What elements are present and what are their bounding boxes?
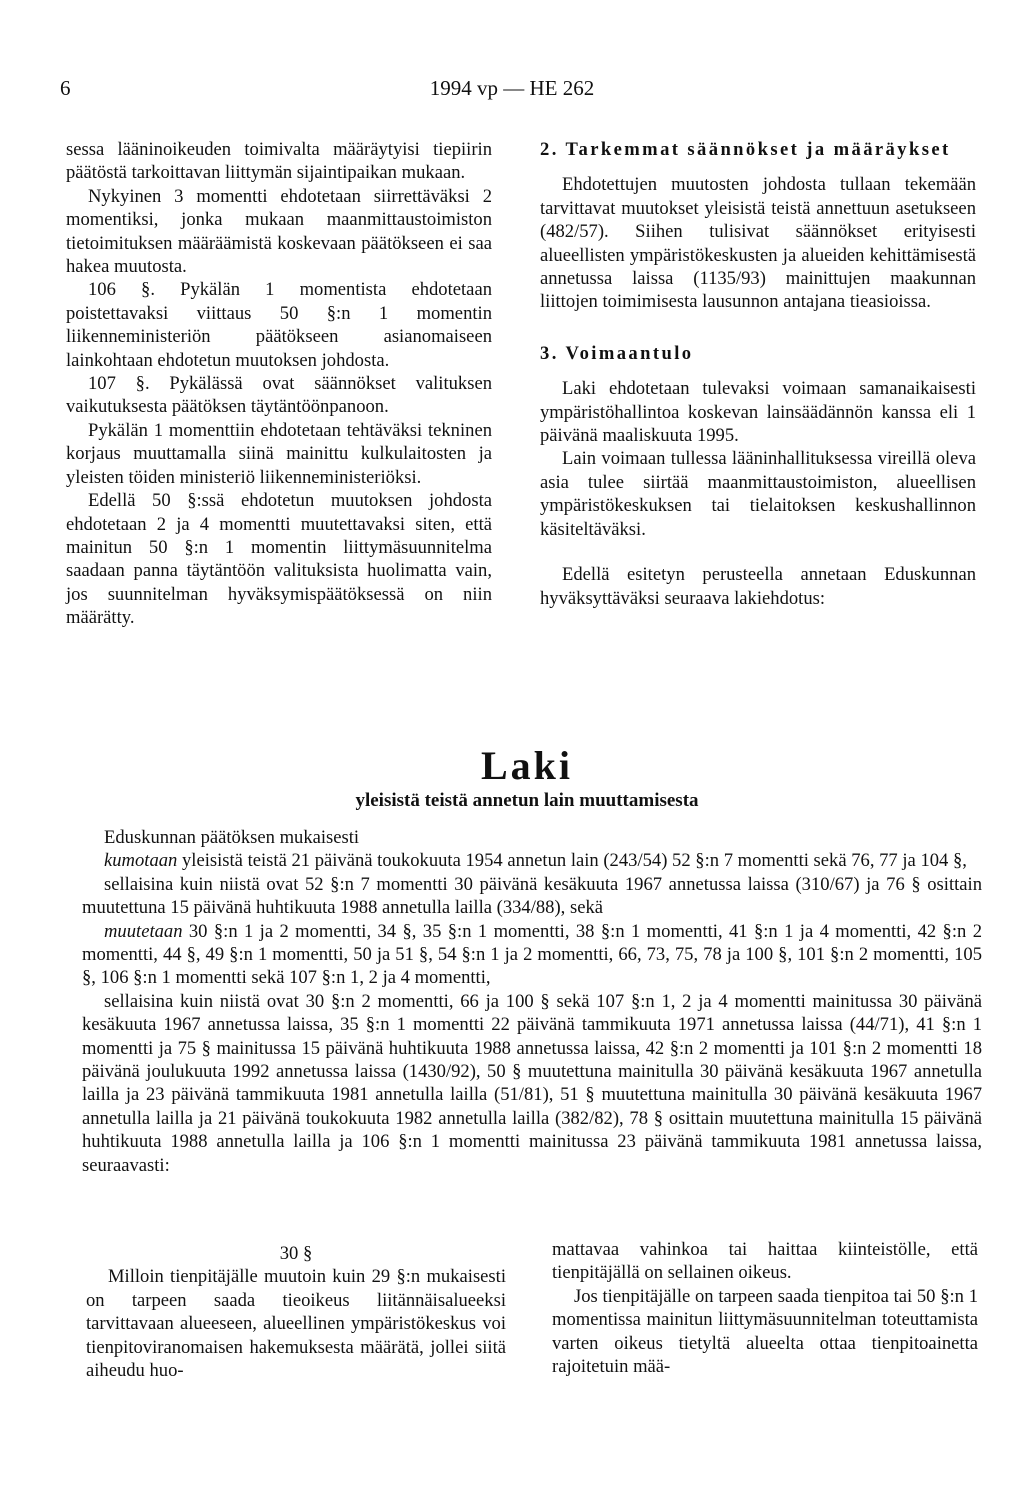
paragraph: Edellä 50 §:ssä ehdotetun muutoksen johdosta ehdotetaan 2 ja 4 momentti muutettavaksi siten, että mainitun 50 §:n 1 momentin liittymäsuunnitelma saadaan panna täytäntöön valituksista huolimatta vain, jos suunnitelman hyväksymispäätöksessä on niin määrätty. [66, 490, 492, 629]
section-heading: 3. Voimaantulo [540, 342, 694, 364]
paragraph: 106 §. Pykälän 1 momentista ehdotetaan poistettavaksi viittaus 50 §:n 1 momentin liikenneministeriön päätökseen asianomaiseen lainkohtaan ehdotetun muutoksen johdosta. [66, 279, 492, 371]
paragraph: sellaisina kuin niistä ovat 30 §:n 2 momentti, 66 ja 100 § sekä 107 §:n 1, 2 ja 4 momentti mainitussa 30 päivänä kesäkuuta 1967 annetussa laissa, 35 §:n 1 momentti 22 päivänä tammikuuta 1971 annetussa laissa (44/71), 41 §:n 1 momentti ja 75 § mainitussa 15 päivänä huhtikuuta 1988 annetussa laissa, 42 §:n 2 momentti ja 101 §:n 2 momentti 18 päivänä joulukuuta 1992 annetussa laissa (1430/92), 50 § muutettuna mainitulla 30 päivänä kesäkuuta 1967 annetulla lailla ja 23 päivänä tammikuuta 1981 annetulla lailla (51/81), 51 § muutettuna mainitulla 30 päivänä kesäkuuta 1967 annetulla lailla ja 21 päivänä toukokuuta 1982 annetulla lailla (382/82), 78 § osittain muutettuna mainitulla 15 päivänä huhtikuuta 1988 annetulla lailla ja 106 §:n 1 momentti mainitussa 23 päivänä tammikuuta 1981 annetussa laissa, seuraavasti: [82, 990, 982, 1176]
law-title: Laki [480, 743, 574, 788]
section-heading: 30 § [279, 1243, 313, 1264]
paragraph: Jos tienpitäjälle on tarpeen saada tienpitoa tai 50 §:n 1 momentissa mainitun liittymäsuunnitelman toteuttamista varten oikeus tietyltä alueelta ottaa tienpitoainetta rajoitetuin mää- [552, 1285, 978, 1378]
paragraph: Lain voimaan tullessa lääninhallituksessa vireillä oleva asia tulee siirtää maanmittaustoimiston, alueellisen ympäristökeskuksen tai tielaitoksen keskushallinnon käsiteltäväksi. [540, 448, 976, 540]
amend-clause: muutetaan 30 §:n 1 ja 2 momentti, 34 §, 35 §:n 1 momentti, 38 §:n 1 momentti, 41 §:n 1 ja 4 momentti, 42 §:n 2 momentti, 44 §, 49 §:n 1 momentti, 50 ja 51 §, 54 §:n 1 ja 2 momentti, 66, 73, 75, 78 ja 100 §, 101 §:n 2 momentti, 105 §, 106 §:n 1 momentti sekä 107 §:n 1, 2 ja 4 momentti, [82, 920, 982, 989]
left-column [66, 138, 492, 630]
paragraph: 107 §. Pykälässä ovat säännökset valituksen vaikutuksesta päätöksen täytäntöönpanoon. [66, 373, 492, 418]
page-number: 6 [60, 76, 71, 100]
repeal-keyword: kumotaan [104, 850, 178, 872]
paragraph: Milloin tienpitäjälle muutoin kuin 29 §:n mukaisesti on tarpeen saada tieoikeus liitännäisalueeksi tarvittavaan alueeseen, alueellinen ympäristökeskus voi tienpitoviranomaisen hakemuksesta määrätä, jollei siitä aiheudu huo- [86, 1266, 506, 1382]
right-column [540, 138, 976, 610]
document-reference: 1994 vp — HE 262 [429, 76, 595, 100]
enactment-clause: Eduskunnan päätöksen mukaisesti [104, 827, 360, 848]
paragraph: Edellä esitetyn perusteella annetaan Eduskunnan hyväksyttäväksi seuraava lakiehdotus: [540, 564, 976, 609]
law-subtitle: yleisistä teistä annetun lain muuttamisesta [355, 790, 699, 811]
paragraph: sessa lääninoikeuden toimivalta määräytyisi tiepiirin päätöstä tarkoittavan liittymän sijaintipaikan mukaan. [66, 139, 492, 184]
section-heading: 2. Tarkemmat säännökset ja määräykset [540, 139, 951, 160]
paragraph: Pykälän 1 momenttiin ehdotetaan tehtäväksi tekninen korjaus muuttamalla siinä mainittu kulkulaitosten ja yleisten töiden ministeriö liikenneministeriöksi. [66, 419, 492, 488]
section-30-left [86, 1242, 506, 1382]
amend-keyword: muutetaan [104, 920, 183, 942]
paragraph: mattavaa vahinkoa tai haittaa kiinteistölle, että tienpitäjällä on sellainen oikeus. [552, 1239, 978, 1284]
paragraph: sellaisina kuin niistä ovat 52 §:n 7 momentti 30 päivänä kesäkuuta 1967 annetussa laissa (310/67) ja 76 § osittain muutettuna 15 päivänä huhtikuuta 1988 annetulla lailla (334/88), sekä [82, 873, 982, 919]
paragraph: Laki ehdotetaan tulevaksi voimaan samanaikaisesti ympäristöhallintoa koskevan lainsäädännön kanssa eli 1 päivänä maaliskuuta 1995. [540, 378, 976, 447]
paragraph: Ehdotettujen muutosten johdosta tullaan tekemään tarvittavat muutokset yleisistä teistä annettuun asetukseen (482/57). Siihen tulisivat säännökset erityisesti alueellisten ympäristökeskusten ja alueiden kehittämisestä annetussa laissa (1135/93) mainittujen maakunnan liittojen toimimisesta lausunnon antajana tieasioissa. [540, 174, 976, 313]
repeal-clause: kumotaan yleisistä teistä 21 päivänä toukokuuta 1954 annetun lain (243/54) 52 §:n 7 momentti sekä 76, 77 ja 104 §, [104, 850, 967, 872]
law-body [82, 826, 982, 1177]
section-30-right [552, 1238, 978, 1378]
paragraph: Nykyinen 3 momentti ehdotetaan siirrettäväksi 2 momentiksi, jonka mukaan maanmittaustoimiston tietoimituksen määräämistä koskevaan päätökseen ei saa hakea muutosta. [66, 185, 492, 278]
